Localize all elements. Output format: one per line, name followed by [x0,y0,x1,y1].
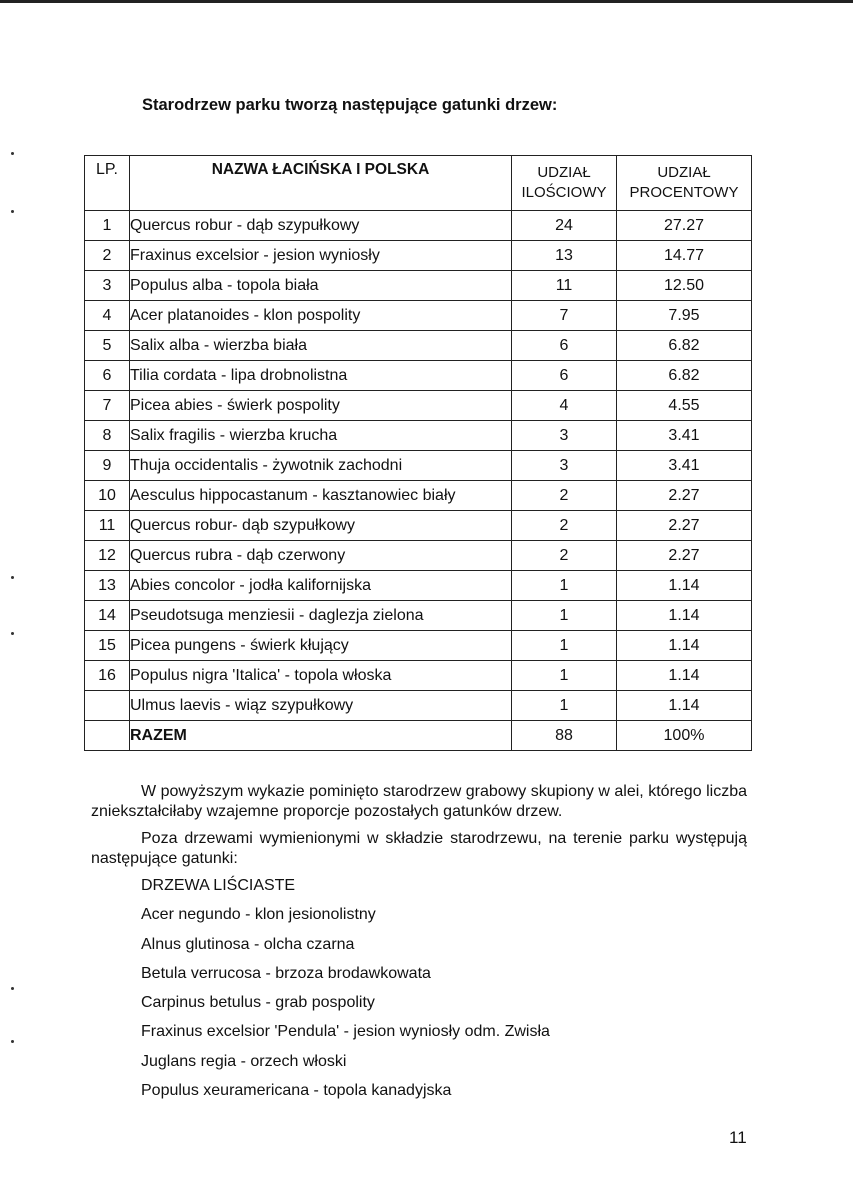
table-row [85,301,752,331]
cell-percent: 2.27 [617,511,752,541]
additional-species-list [141,876,550,1110]
page-heading: Starodrzew parku tworzą następujące gatunki drzew: [142,96,558,114]
table-row [85,391,752,421]
cell-name: Picea pungens - świerk kłujący [130,631,512,661]
cell-name: Quercus robur- dąb szypułkowy [130,511,512,541]
cell-percent: 14.77 [617,241,752,271]
cell-quantity: 6 [512,331,617,361]
table-row [85,691,752,721]
scan-mark [11,632,14,635]
header-quantity [512,156,617,211]
cell-percent: 4.55 [617,391,752,421]
cell-name: Acer platanoides - klon pospolity [130,301,512,331]
cell-name: Abies concolor - jodła kalifornijska [130,571,512,601]
table-row [85,571,752,601]
cell-percent: 3.41 [617,451,752,481]
cell-percent: 12.50 [617,271,752,301]
cell-lp: 3 [85,271,130,301]
cell-percent: 7.95 [617,301,752,331]
list-item: Fraxinus excelsior 'Pendula' - jesion wyniosły odm. Zwisła [141,1023,550,1041]
page-number: 11 [729,1128,747,1147]
cell-quantity: 1 [512,631,617,661]
cell-quantity: 24 [512,211,617,241]
table-row [85,481,752,511]
cell-lp: 16 [85,661,130,691]
paragraph-omission-note: W powyższym wykazie pominięto starodrzew grabowy skupiony w alei, którego liczba zniekształciłaby wzajemne proporcje pozostałych gatunków drzew. [91,783,747,820]
cell-lp: 11 [85,511,130,541]
cell-quantity: 2 [512,481,617,511]
cell-lp: 9 [85,451,130,481]
cell-lp [85,691,130,721]
top-edge-line [0,0,853,3]
cell-name: Fraxinus excelsior - jesion wyniosły [130,241,512,271]
table-row [85,541,752,571]
scan-mark [11,210,14,213]
table-header-row [85,156,752,211]
cell-percent: 3.41 [617,421,752,451]
table-row [85,631,752,661]
cell-quantity: 1 [512,601,617,631]
cell-quantity: 4 [512,391,617,421]
table-body [85,211,752,751]
cell-name: Quercus rubra - dąb czerwony [130,541,512,571]
scan-mark [11,152,14,155]
cell-name: Picea abies - świerk pospolity [130,391,512,421]
cell-name: Quercus robur - dąb szypułkowy [130,211,512,241]
table-row [85,331,752,361]
cell-name: Ulmus laevis - wiąz szypułkowy [130,691,512,721]
cell-percent: 2.27 [617,481,752,511]
cell-percent: 2.27 [617,541,752,571]
scan-mark [11,987,14,990]
list-item: Carpinus betulus - grab pospolity [141,994,375,1012]
table-row [85,211,752,241]
cell-percent: 6.82 [617,361,752,391]
header-percent-line2: PROCENTOWY [629,184,739,201]
table-total-row [85,721,752,751]
cell-lp: 5 [85,331,130,361]
cell-percent: 1.14 [617,661,752,691]
list-item: Acer negundo - klon jesionolistny [141,906,376,924]
header-percent-line1: UDZIAŁ [657,164,711,181]
scan-mark [11,576,14,579]
cell-percent: 1.14 [617,571,752,601]
cell-quantity: 2 [512,511,617,541]
table-row [85,241,752,271]
table-row [85,601,752,631]
cell-lp: 1 [85,211,130,241]
list-item: Alnus glutinosa - olcha czarna [141,935,355,953]
cell-quantity: 6 [512,361,617,391]
list-item: Juglans regia - orzech włoski [141,1052,347,1070]
cell-lp: 15 [85,631,130,661]
cell-lp: 13 [85,571,130,601]
table-row [85,511,752,541]
cell-percent: 6.82 [617,331,752,361]
scan-mark [11,1040,14,1043]
header-quantity-line1: UDZIAŁ [537,164,591,181]
paragraph-other-species: Poza drzewami wymienionymi w składzie starodrzewu, na terenie parku występują następujące gatunki: [91,830,747,867]
cell-quantity: 11 [512,271,617,301]
cell-quantity: 1 [512,691,617,721]
cell-lp-empty [85,721,130,751]
cell-lp: 4 [85,301,130,331]
table-row [85,421,752,451]
cell-percent: 1.14 [617,601,752,631]
table-row [85,361,752,391]
cell-name: Salix alba - wierzba biała [130,331,512,361]
cell-name: Tilia cordata - lipa drobnolistna [130,361,512,391]
cell-quantity: 13 [512,241,617,271]
total-percent: 100% [617,721,752,751]
cell-lp: 7 [85,391,130,421]
list-item: Betula verrucosa - brzoza brodawkowata [141,964,431,982]
cell-quantity: 2 [512,541,617,571]
cell-lp: 6 [85,361,130,391]
header-percent [617,156,752,211]
cell-lp: 8 [85,421,130,451]
cell-quantity: 3 [512,421,617,451]
list-category-heading: DRZEWA LIŚCIASTE [141,877,296,894]
cell-quantity: 1 [512,571,617,601]
cell-name: Populus alba - topola biała [130,271,512,301]
cell-lp: 10 [85,481,130,511]
cell-name: Populus nigra 'Italica' - topola włoska [130,661,512,691]
cell-percent: 1.14 [617,691,752,721]
cell-lp: 12 [85,541,130,571]
cell-lp: 2 [85,241,130,271]
cell-name: Aesculus hippocastanum - kasztanowiec biały [130,481,512,511]
cell-percent: 27.27 [617,211,752,241]
header-name: NAZWA ŁACIŃSKA I POLSKA [130,156,512,211]
header-lp: LP. [85,156,130,211]
total-quantity: 88 [512,721,617,751]
cell-lp: 14 [85,601,130,631]
cell-name: Thuja occidentalis - żywotnik zachodni [130,451,512,481]
cell-name: Salix fragilis - wierzba krucha [130,421,512,451]
cell-quantity: 3 [512,451,617,481]
cell-quantity: 1 [512,661,617,691]
cell-name: Pseudotsuga menziesii - daglezja zielona [130,601,512,631]
table-row [85,451,752,481]
header-quantity-line2: ILOŚCIOWY [521,184,607,201]
table-row [85,661,752,691]
total-label: RAZEM [130,721,512,751]
species-table [84,155,752,751]
cell-percent: 1.14 [617,631,752,661]
table-row [85,271,752,301]
cell-quantity: 7 [512,301,617,331]
list-item: Populus xeuramericana - topola kanadyjska [141,1082,452,1100]
